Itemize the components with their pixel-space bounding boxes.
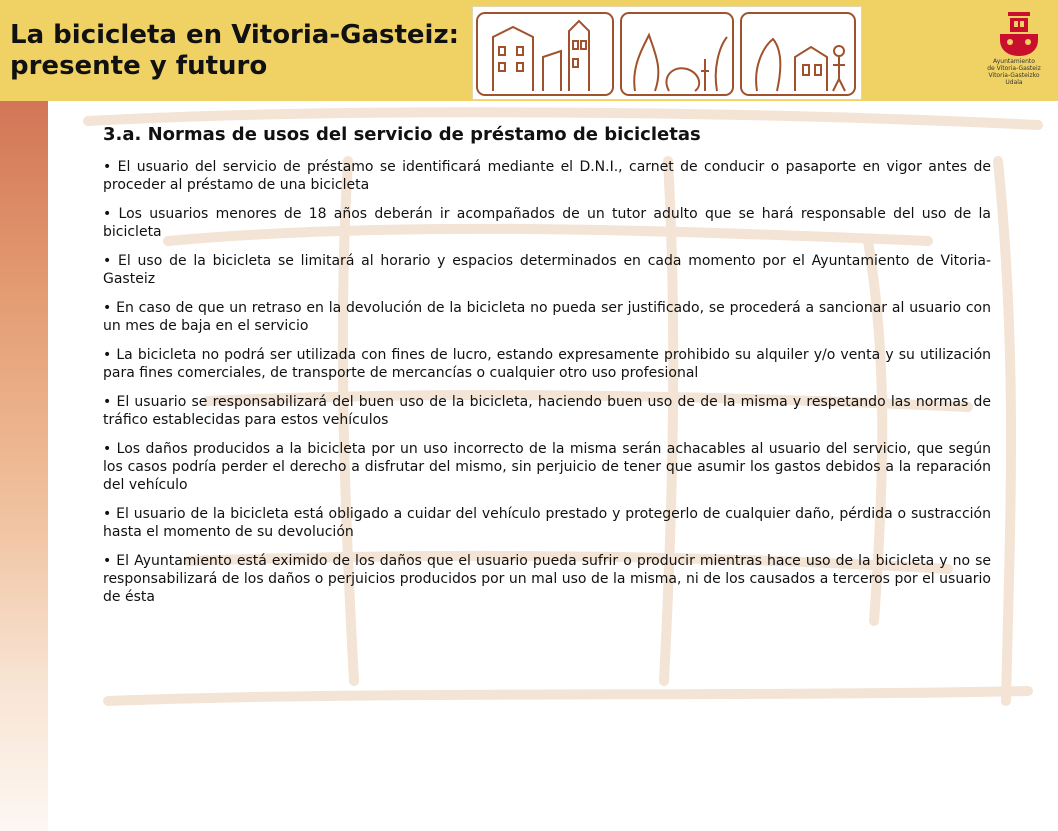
coat-of-arms-icon: [990, 8, 1048, 58]
logo-caption: [970, 58, 1058, 86]
logo-caption-line-4: Udala: [1005, 79, 1023, 86]
main-content: [103, 124, 991, 617]
rule-item: • El usuario se responsabilizará del buen uso de la bicicleta, haciendo buen uso de de la misma y respetando las normas de tráfico establecidas para estos vehículos: [103, 393, 991, 429]
rule-item: • La bicicleta no podrá ser utilizada con fines de lucro, estando expresamente prohibido su alquiler y/o venta y su utilización para fines comerciales, de transporte de mercancías o cualquier otro uso profesional: [103, 346, 991, 382]
rule-item: • El Ayuntamiento está eximido de los daños que el usuario pueda sufrir o producir mientras hace uso de la bicicleta y no se responsabilizará de los daños o perjuicios producidos por un mal uso de la misma, ni de los causados a terceros por el usuario de ésta: [103, 552, 991, 606]
logo-caption-line-1: Ayuntamiento: [993, 58, 1035, 65]
left-gradient-bar: [0, 101, 48, 831]
title-line-1: La bicicleta en Vitoria-Gasteiz:: [10, 20, 459, 50]
rule-item: • En caso de que un retraso en la devolución de la bicicleta no pueda ser justificado, se procederá a sancionar al usuario con un mes de baja en el servicio: [103, 299, 991, 335]
rule-item: • El usuario de la bicicleta está obligado a cuidar del vehículo prestado y protegerlo de cualquier daño, pérdida o sustracción hasta el momento de su devolución: [103, 505, 991, 541]
rule-item: • Los daños producidos a la bicicleta por un uso incorrecto de la misma serán achacables al usuario del servicio, que según los casos podría perder el derecho a disfrutar del mismo, sin perjuicio de tener que asumir los gastos debidos a la reparación del vehículo: [103, 440, 991, 494]
header-banner: [0, 0, 1058, 101]
sketch-drawing: [473, 7, 861, 99]
title-line-2: presente y futuro: [10, 51, 268, 81]
header-sketch-illustration: [472, 6, 862, 100]
logo-caption-line-3: Vitoria-Gasteizko: [988, 72, 1040, 79]
rule-item: • El usuario del servicio de préstamo se identificará mediante el D.N.I., carnet de conducir o pasaporte en vigor antes de proceder al préstamo de una bicicleta: [103, 158, 991, 194]
section-heading: 3.a. Normas de usos del servicio de préstamo de bicicletas: [103, 124, 701, 145]
page-title: [10, 20, 480, 82]
logo-caption-line-2: de Vitoria-Gasteiz: [987, 65, 1041, 72]
rule-item: • Los usuarios menores de 18 años deberán ir acompañados de un tutor adulto que se hará responsable del uso de la bicicleta: [103, 205, 991, 241]
rule-item: • El uso de la bicicleta se limitará al horario y espacios determinados en cada momento por el Ayuntamiento de Vitoria-Gasteiz: [103, 252, 991, 288]
